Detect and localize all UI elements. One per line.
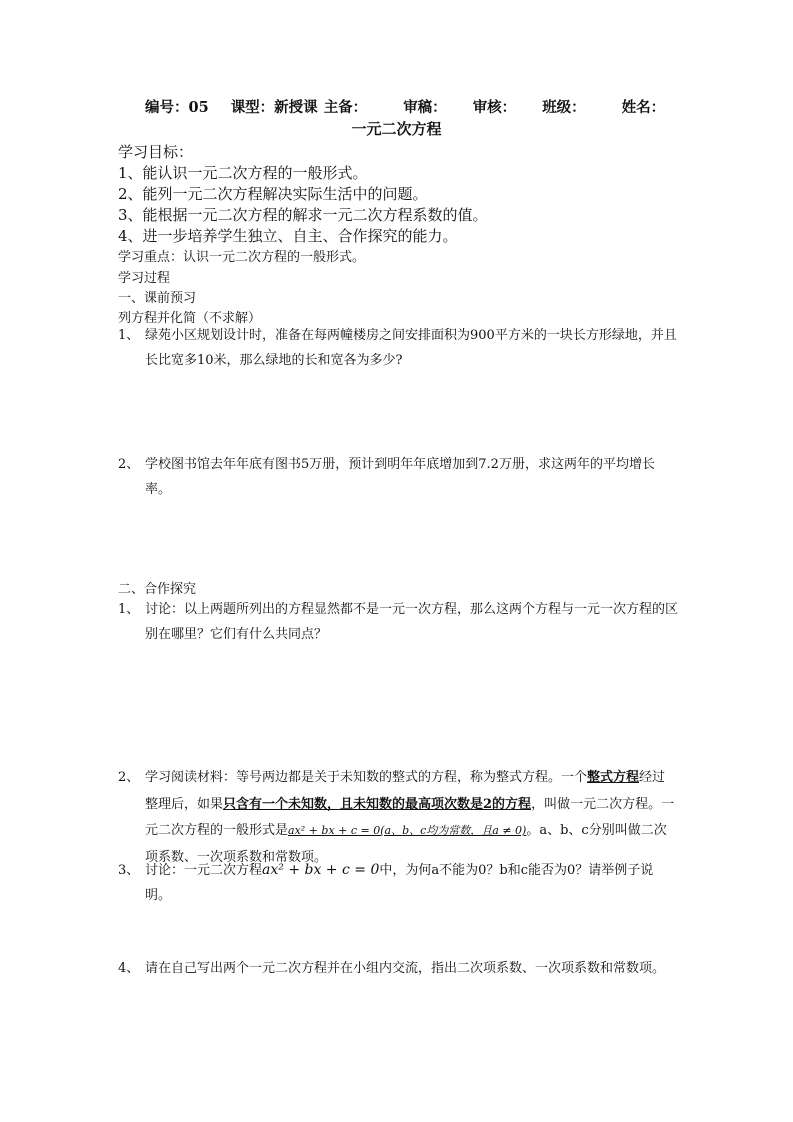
reading-text: ，叫做一元二次方程。一元二次方程的一般形式是 bbox=[145, 796, 675, 838]
question-block bbox=[118, 597, 678, 647]
reading-text: 。a、b、c分别叫做二次项系数、一次项系数和常数项。 bbox=[145, 823, 667, 865]
question-text-part: 讨论：一元二次方程 bbox=[145, 863, 263, 878]
question-block bbox=[118, 956, 678, 981]
question-number: 4、 bbox=[118, 961, 140, 976]
reading-material bbox=[145, 765, 678, 871]
header-checked: 审核： bbox=[472, 99, 517, 116]
key-point: 学习重点：认识一元二次方程的一般形式。 bbox=[118, 250, 366, 265]
document-header bbox=[145, 96, 687, 117]
goal-item: 2、能列一元二次方程解决实际生活中的问题。 bbox=[118, 185, 428, 203]
question-text: 学校图书馆去年年底有图书5万册，预计到明年年底增加到7.2万册，求这两年的平均增长率。 bbox=[145, 457, 655, 497]
question-text: 请在自己写出两个一元二次方程并在小组内交流，指出二次项系数、一次项系数和常数项。 bbox=[145, 961, 666, 976]
section1-subheading: 列方程并化简（不求解） bbox=[118, 311, 262, 326]
question-block bbox=[118, 452, 678, 502]
question-block bbox=[118, 323, 678, 373]
question-number: 2、 bbox=[118, 457, 140, 472]
question-text: 绿苑小区规划设计时，准备在每两幢楼房之间安排面积为900平方米的一块长方形绿地，并且长比宽多10米，那么绿地的长和宽各为多少? bbox=[145, 328, 677, 368]
header-lesson-type: 课型：新授课 bbox=[230, 99, 318, 116]
question-text bbox=[145, 858, 678, 908]
question-text-part: 中，为何a不能为0？b和c能否为0？请举例子说明。 bbox=[145, 863, 654, 903]
emphasis-term: 整式方程 bbox=[587, 770, 640, 785]
general-form-formula: ax² + bx + c = 0(a、b、c均为常数，且a ≠ 0) bbox=[288, 824, 527, 837]
reading-text: 学习阅读材料：等号两边都是关于未知数的整式的方程，称为整式方程。一个 bbox=[145, 770, 588, 785]
header-code: 编号：05 bbox=[145, 99, 209, 116]
goal-item: 1、能认识一元二次方程的一般形式。 bbox=[118, 164, 368, 182]
question-text: 讨论：以上两题所列出的方程显然都不是一元一次方程，那么这两个方程与一元一次方程的区别在哪里？它们有什么共同点？ bbox=[145, 602, 679, 642]
question-block bbox=[118, 765, 678, 871]
question-number: 1、 bbox=[118, 602, 140, 617]
question-number: 2、 bbox=[118, 770, 140, 785]
page-title: 一元二次方程 bbox=[351, 120, 442, 138]
emphasis-definition: 只含有一个未知数，且未知数的最高项次数是2的方程 bbox=[223, 796, 532, 812]
section2-heading: 二、合作探究 bbox=[118, 582, 197, 597]
goal-item: 3、能根据一元二次方程的解求一元二次方程系数的值。 bbox=[118, 206, 488, 224]
reading-text: 经过整理后，如果 bbox=[145, 770, 666, 812]
process-heading: 学习过程 bbox=[118, 271, 171, 286]
question-number: 3、 bbox=[118, 863, 140, 878]
header-reviewed: 审稿： bbox=[403, 99, 447, 116]
goals-heading: 学习目标： bbox=[118, 143, 194, 161]
question-number: 1、 bbox=[118, 328, 140, 343]
header-class: 班级： bbox=[542, 99, 586, 116]
header-name: 姓名： bbox=[621, 99, 666, 116]
question-block bbox=[118, 858, 678, 908]
section1-heading: 一、课前预习 bbox=[118, 291, 197, 306]
equation-formula: ax² + bx + c = 0 bbox=[262, 862, 380, 878]
header-prepared-by: 主备： bbox=[323, 99, 368, 116]
goal-item: 4、进一步培养学生独立、自主、合作探究的能力。 bbox=[118, 227, 458, 245]
